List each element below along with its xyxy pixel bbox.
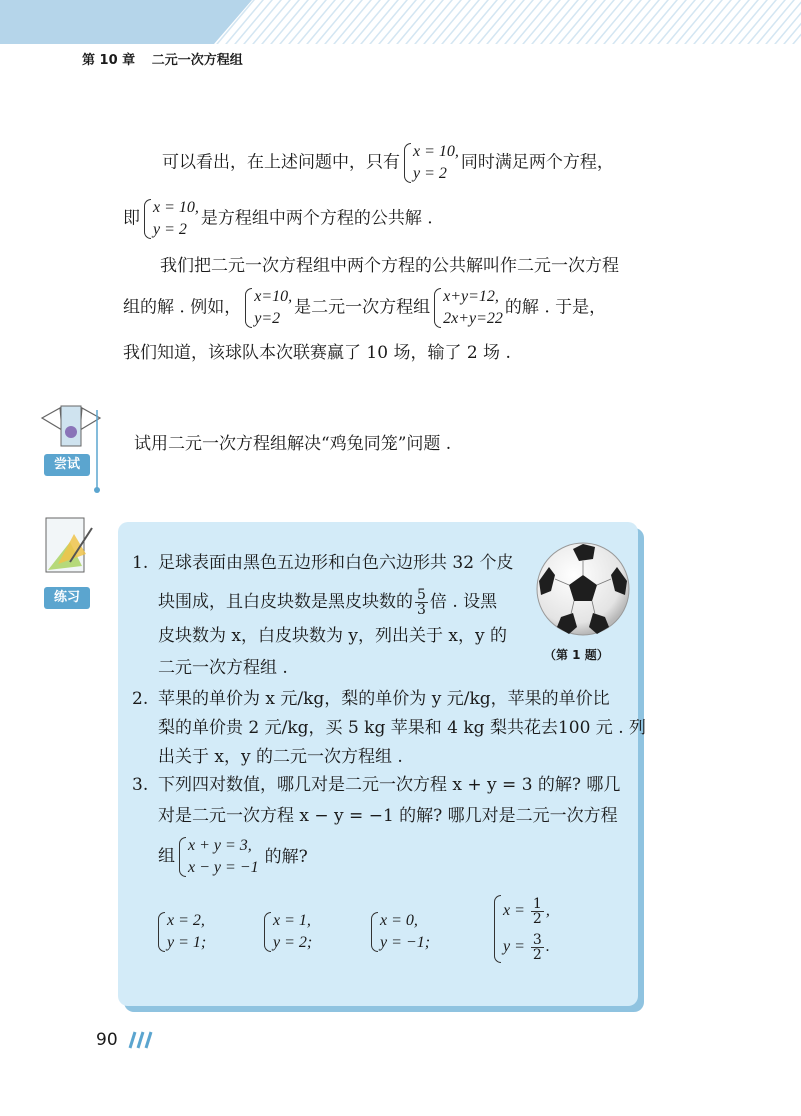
q3-option-4-y-num: 3 bbox=[532, 931, 542, 948]
q3-line2: 对是二元一次方程 x − y = −1 的解? 哪几对是二元一次方程 bbox=[158, 806, 618, 826]
q3-option-4-y-tail: . bbox=[545, 938, 550, 955]
practice-icon bbox=[40, 514, 96, 584]
para1-lead: 可以看出，在上述问题中，只有 bbox=[162, 152, 400, 173]
q3-option-4-x-den: 2 bbox=[532, 910, 542, 927]
q3-option-4-x-lead: x = bbox=[503, 902, 525, 919]
para2-sys-y: y = 2 bbox=[153, 221, 187, 238]
q3-option-1-y: y = 1; bbox=[167, 934, 207, 951]
q2-line1: 苹果的单价为 x 元/kg，梨的单价为 y 元/kg，苹果的单价比 bbox=[158, 689, 610, 709]
q1-frac-num: 5 bbox=[417, 587, 426, 603]
q3-option-2-x: x = 1, bbox=[273, 912, 311, 929]
para1-sys-x: x = 10, bbox=[413, 143, 459, 160]
para3-line1: 我们把二元一次方程组中两个方程的公共解叫作二元一次方程 bbox=[160, 256, 619, 276]
para2-sys-x: x = 10, bbox=[153, 199, 199, 216]
q1-line3: 皮块数为 x，白皮块数为 y，列出关于 x，y 的 bbox=[158, 626, 507, 646]
para3-system bbox=[243, 286, 292, 330]
header-band-graphic bbox=[0, 0, 801, 44]
q1-frac-den: 3 bbox=[417, 602, 426, 618]
q3-option-4-y-lead: y = bbox=[503, 938, 525, 955]
q3-option-4-y-den: 2 bbox=[532, 946, 542, 963]
para3-sys-y: y=2 bbox=[254, 310, 281, 327]
chapter-title: 二元一次方程组 bbox=[151, 53, 243, 68]
q3-option-1 bbox=[154, 910, 208, 954]
try-icon bbox=[38, 402, 104, 494]
q3-lead: 组 bbox=[158, 846, 175, 867]
para3-sys2-b: 2x+y=22 bbox=[443, 310, 503, 327]
q3-option-2-system bbox=[262, 910, 312, 954]
q1-line2-b: 倍 . 设黑 bbox=[429, 592, 498, 612]
para3-mid: 是二元一次方程组 bbox=[294, 297, 431, 318]
q3-option-3 bbox=[367, 910, 432, 954]
q3-option-4-x-frac bbox=[531, 897, 544, 926]
para2-line bbox=[123, 197, 433, 241]
q3-option-4-system bbox=[492, 893, 550, 965]
q3-option-4 bbox=[490, 893, 552, 965]
q3-line3 bbox=[158, 835, 308, 879]
q3-option-1-x: x = 2, bbox=[167, 912, 205, 929]
q3-option-3-system bbox=[369, 910, 430, 954]
q3-line1: 下列四对数值，哪几对是二元一次方程 x + y = 3 的解? 哪几 bbox=[158, 775, 621, 795]
practice-badge: 练习 bbox=[44, 587, 90, 609]
q3-sys-a: x + y = 3, bbox=[188, 837, 252, 854]
q3-option-2 bbox=[260, 910, 314, 954]
q1-line1: 足球表面由黑色五边形和白色六边形共 32 个皮 bbox=[158, 553, 514, 573]
q3-tail: 的解? bbox=[264, 846, 308, 867]
q3-option-4-x-tail: , bbox=[545, 902, 550, 919]
soccer-ball-image bbox=[535, 541, 631, 637]
q1-num: 1. bbox=[132, 553, 149, 573]
q1-fraction bbox=[415, 588, 428, 617]
q3-option-2-y: y = 2; bbox=[273, 934, 313, 951]
para2-system bbox=[142, 197, 199, 241]
para3-tail: 的解 . 于是， bbox=[504, 297, 607, 318]
q1-line4: 二元一次方程组 . bbox=[158, 658, 288, 678]
q2-line2: 梨的单价贵 2 元/kg，买 5 kg 苹果和 4 kg 梨共花去100 元 . 列 bbox=[158, 718, 647, 738]
q3-option-4-y-row bbox=[503, 929, 550, 965]
q3-sys-b: x − y = −1 bbox=[188, 859, 259, 876]
page-number-slashes bbox=[124, 1030, 154, 1050]
para1-system bbox=[402, 141, 459, 185]
para2-tail: 是方程组中两个方程的公共解 . bbox=[200, 208, 433, 229]
q3-num: 3. bbox=[132, 775, 149, 795]
try-badge: 尝试 bbox=[44, 454, 90, 476]
para3-line2 bbox=[123, 286, 606, 330]
q1-caption: （第 1 题） bbox=[544, 648, 609, 662]
q3-option-1-system bbox=[156, 910, 206, 954]
para3-lead: 组的解 . 例如， bbox=[123, 297, 242, 318]
q3-option-3-x: x = 0, bbox=[380, 912, 418, 929]
q1-line2 bbox=[158, 588, 497, 617]
para1-tail: 同时满足两个方程， bbox=[460, 152, 614, 173]
page-number: 90 bbox=[96, 1030, 118, 1050]
para2-lead: 即 bbox=[123, 208, 140, 229]
try-text: 试用二元一次方程组解决“鸡兔同笼”问题 . bbox=[134, 434, 452, 454]
q2-line3: 出关于 x，y 的二元一次方程组 . bbox=[158, 747, 403, 767]
para3-sys-x: x=10, bbox=[254, 288, 293, 305]
q3-option-3-y: y = −1; bbox=[380, 934, 431, 951]
para3-system2 bbox=[432, 286, 503, 330]
q3-option-4-x-num: 1 bbox=[532, 895, 542, 912]
header-band bbox=[0, 0, 801, 44]
q3-option-4-x-row bbox=[503, 893, 550, 929]
chapter-label bbox=[82, 49, 243, 68]
q3-option-4-y-frac bbox=[531, 933, 544, 962]
para1-sys-y: y = 2 bbox=[413, 165, 447, 182]
q3-system bbox=[177, 835, 259, 879]
q2-num: 2. bbox=[132, 689, 149, 709]
para3-line3: 我们知道，该球队本次联赛赢了 10 场，输了 2 场 . bbox=[123, 343, 511, 363]
para1-line bbox=[162, 141, 614, 185]
para3-sys2-a: x+y=12, bbox=[443, 288, 499, 305]
q1-line2-a: 块围成，且白皮块数是黑皮块数的 bbox=[158, 592, 413, 612]
chapter-number: 第 10 章 bbox=[82, 53, 136, 68]
